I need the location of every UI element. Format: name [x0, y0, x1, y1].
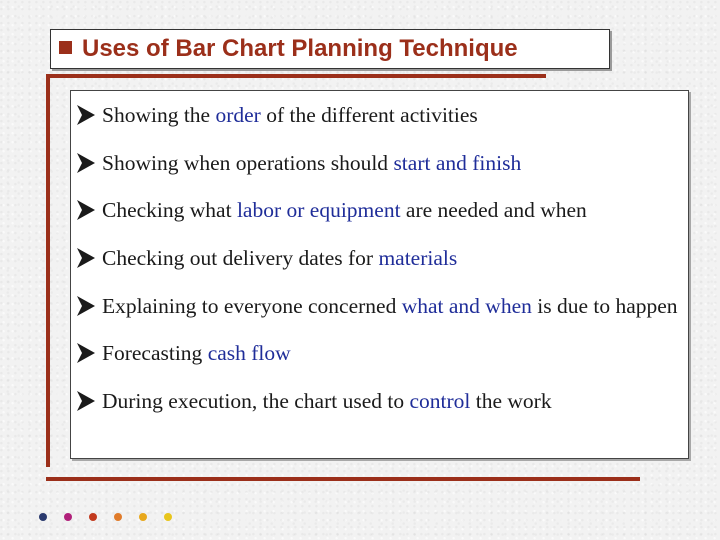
decorative-rule-bottom — [46, 477, 640, 481]
bullet-text — [102, 294, 678, 318]
highlight-text: labor or equipment — [236, 198, 401, 223]
arrow-bullet-icon — [75, 390, 97, 412]
highlight-text: materials — [378, 246, 458, 271]
bullet-text — [102, 103, 478, 127]
footer-dot — [64, 513, 72, 521]
footer-dot — [89, 513, 97, 521]
decorative-rule-left — [46, 74, 50, 467]
plain-text: Checking what — [102, 198, 237, 223]
plain-text: of the different activities — [260, 103, 478, 127]
bullet-text — [102, 341, 291, 365]
bullet-content-box — [70, 90, 689, 459]
arrow-bullet-icon — [75, 104, 97, 126]
bullet-item — [75, 95, 682, 135]
bullet-text — [102, 151, 521, 175]
square-bullet-icon — [59, 41, 72, 54]
bullet-text — [102, 198, 587, 222]
bullet-text — [102, 389, 552, 413]
bullet-text — [102, 246, 457, 270]
plain-text: are needed and when — [400, 198, 587, 223]
footer-dot — [164, 513, 172, 521]
arrow-bullet-icon — [75, 342, 97, 364]
highlight-text: control — [409, 389, 471, 414]
plain-text: Explaining to everyone concerned — [102, 293, 402, 318]
bullet-item — [75, 286, 682, 326]
plain-text: Showing the — [102, 103, 216, 127]
bullet-item — [75, 143, 682, 183]
footer-dot — [39, 513, 47, 521]
footer-dot — [114, 513, 122, 521]
slide-title: Uses of Bar Chart Planning Technique — [82, 35, 518, 62]
bullet-list — [75, 95, 682, 429]
plain-text: Forecasting — [102, 341, 208, 366]
footer-dot — [139, 513, 147, 521]
bullet-item — [75, 381, 682, 421]
arrow-bullet-icon — [75, 152, 97, 174]
bullet-item — [75, 238, 682, 278]
slide-title-box — [50, 29, 610, 69]
plain-text: the work — [470, 389, 552, 414]
plain-text: Showing when operations should — [102, 150, 394, 175]
arrow-bullet-icon — [75, 295, 97, 317]
plain-text: is due to happen — [531, 293, 678, 318]
highlight-text: what and when — [401, 293, 532, 318]
highlight-text: cash flow — [207, 341, 291, 366]
decorative-rule-top — [46, 74, 546, 78]
bullet-item — [75, 333, 682, 373]
arrow-bullet-icon — [75, 199, 97, 221]
highlight-text: start and finish — [393, 150, 522, 175]
arrow-bullet-icon — [75, 247, 97, 269]
bullet-item — [75, 190, 682, 230]
plain-text: Checking out delivery dates for — [102, 246, 379, 271]
plain-text: During execution, the chart used to — [102, 389, 410, 414]
highlight-text: order — [215, 103, 261, 127]
